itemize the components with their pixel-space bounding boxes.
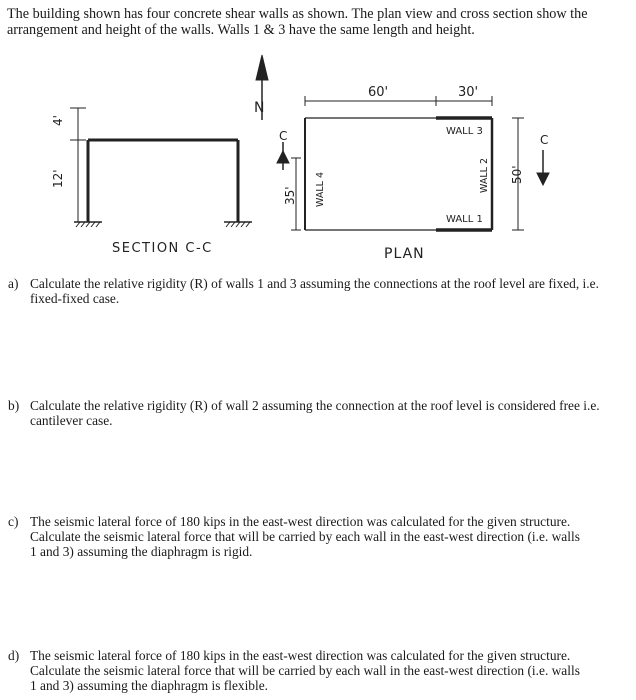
wall-3-label: WALL 3 — [446, 126, 483, 137]
section-marker-right: C — [540, 133, 549, 147]
dim-plan-left: 35' — [283, 186, 297, 205]
question-text: The seismic lateral force of 180 kips in the east-west direction was calculated for the given structure. Calculate the seismic lateral force that will be carried by each wall in the east-west direction (i.e. walls 1 and 3) assuming the diaphragm is rigid. — [30, 514, 580, 559]
wall-2-label: WALL 2 — [479, 157, 490, 193]
question-c — [8, 514, 588, 559]
plan-title: PLAN — [384, 246, 425, 262]
question-text: Calculate the relative rigidity (R) of wall 2 assuming the connection at the roof level is considered free i.e. cantilever case. — [30, 398, 600, 428]
section-drawing — [70, 108, 252, 227]
question-b — [8, 398, 612, 428]
dim-plan-top-right: 30' — [458, 85, 479, 100]
dim-plan-right: 50' — [510, 165, 524, 184]
wall-1-label: WALL 1 — [446, 214, 483, 225]
question-d — [8, 648, 588, 693]
question-label: a) — [8, 276, 19, 291]
wall-4-label: WALL 4 — [315, 171, 326, 207]
question-label: c) — [8, 514, 19, 529]
building-figure — [0, 0, 636, 262]
question-text: Calculate the relative rigidity (R) of walls 1 and 3 assuming the connections at the roof level are fixed, i.e. fixed-fixed case. — [30, 276, 599, 306]
north-label: N — [254, 100, 265, 116]
section-marker-right-icon — [537, 150, 549, 185]
question-a — [8, 276, 608, 306]
dim-section-top: 4' — [51, 115, 65, 126]
dim-section-height: 12' — [51, 169, 65, 188]
question-label: d) — [8, 648, 20, 663]
dim-plan-top-left: 60' — [368, 85, 389, 100]
question-text: The seismic lateral force of 180 kips in the east-west direction was calculated for the given structure. Calculate the seismic lateral force that will be carried by each wall in the east-west direction (i.e. walls 1 and 3) assuming the diaphragm is flexible. — [30, 648, 580, 693]
section-marker-left-icon — [277, 142, 289, 170]
problem-intro: The building shown has four concrete shear walls as shown. The plan view and cross section show the arrangement and height of the walls. Walls 1 & 3 have the same length and height. — [7, 6, 588, 38]
section-marker-left: C — [279, 129, 288, 143]
question-label: b) — [8, 398, 20, 413]
section-title: SECTION C-C — [112, 241, 213, 256]
